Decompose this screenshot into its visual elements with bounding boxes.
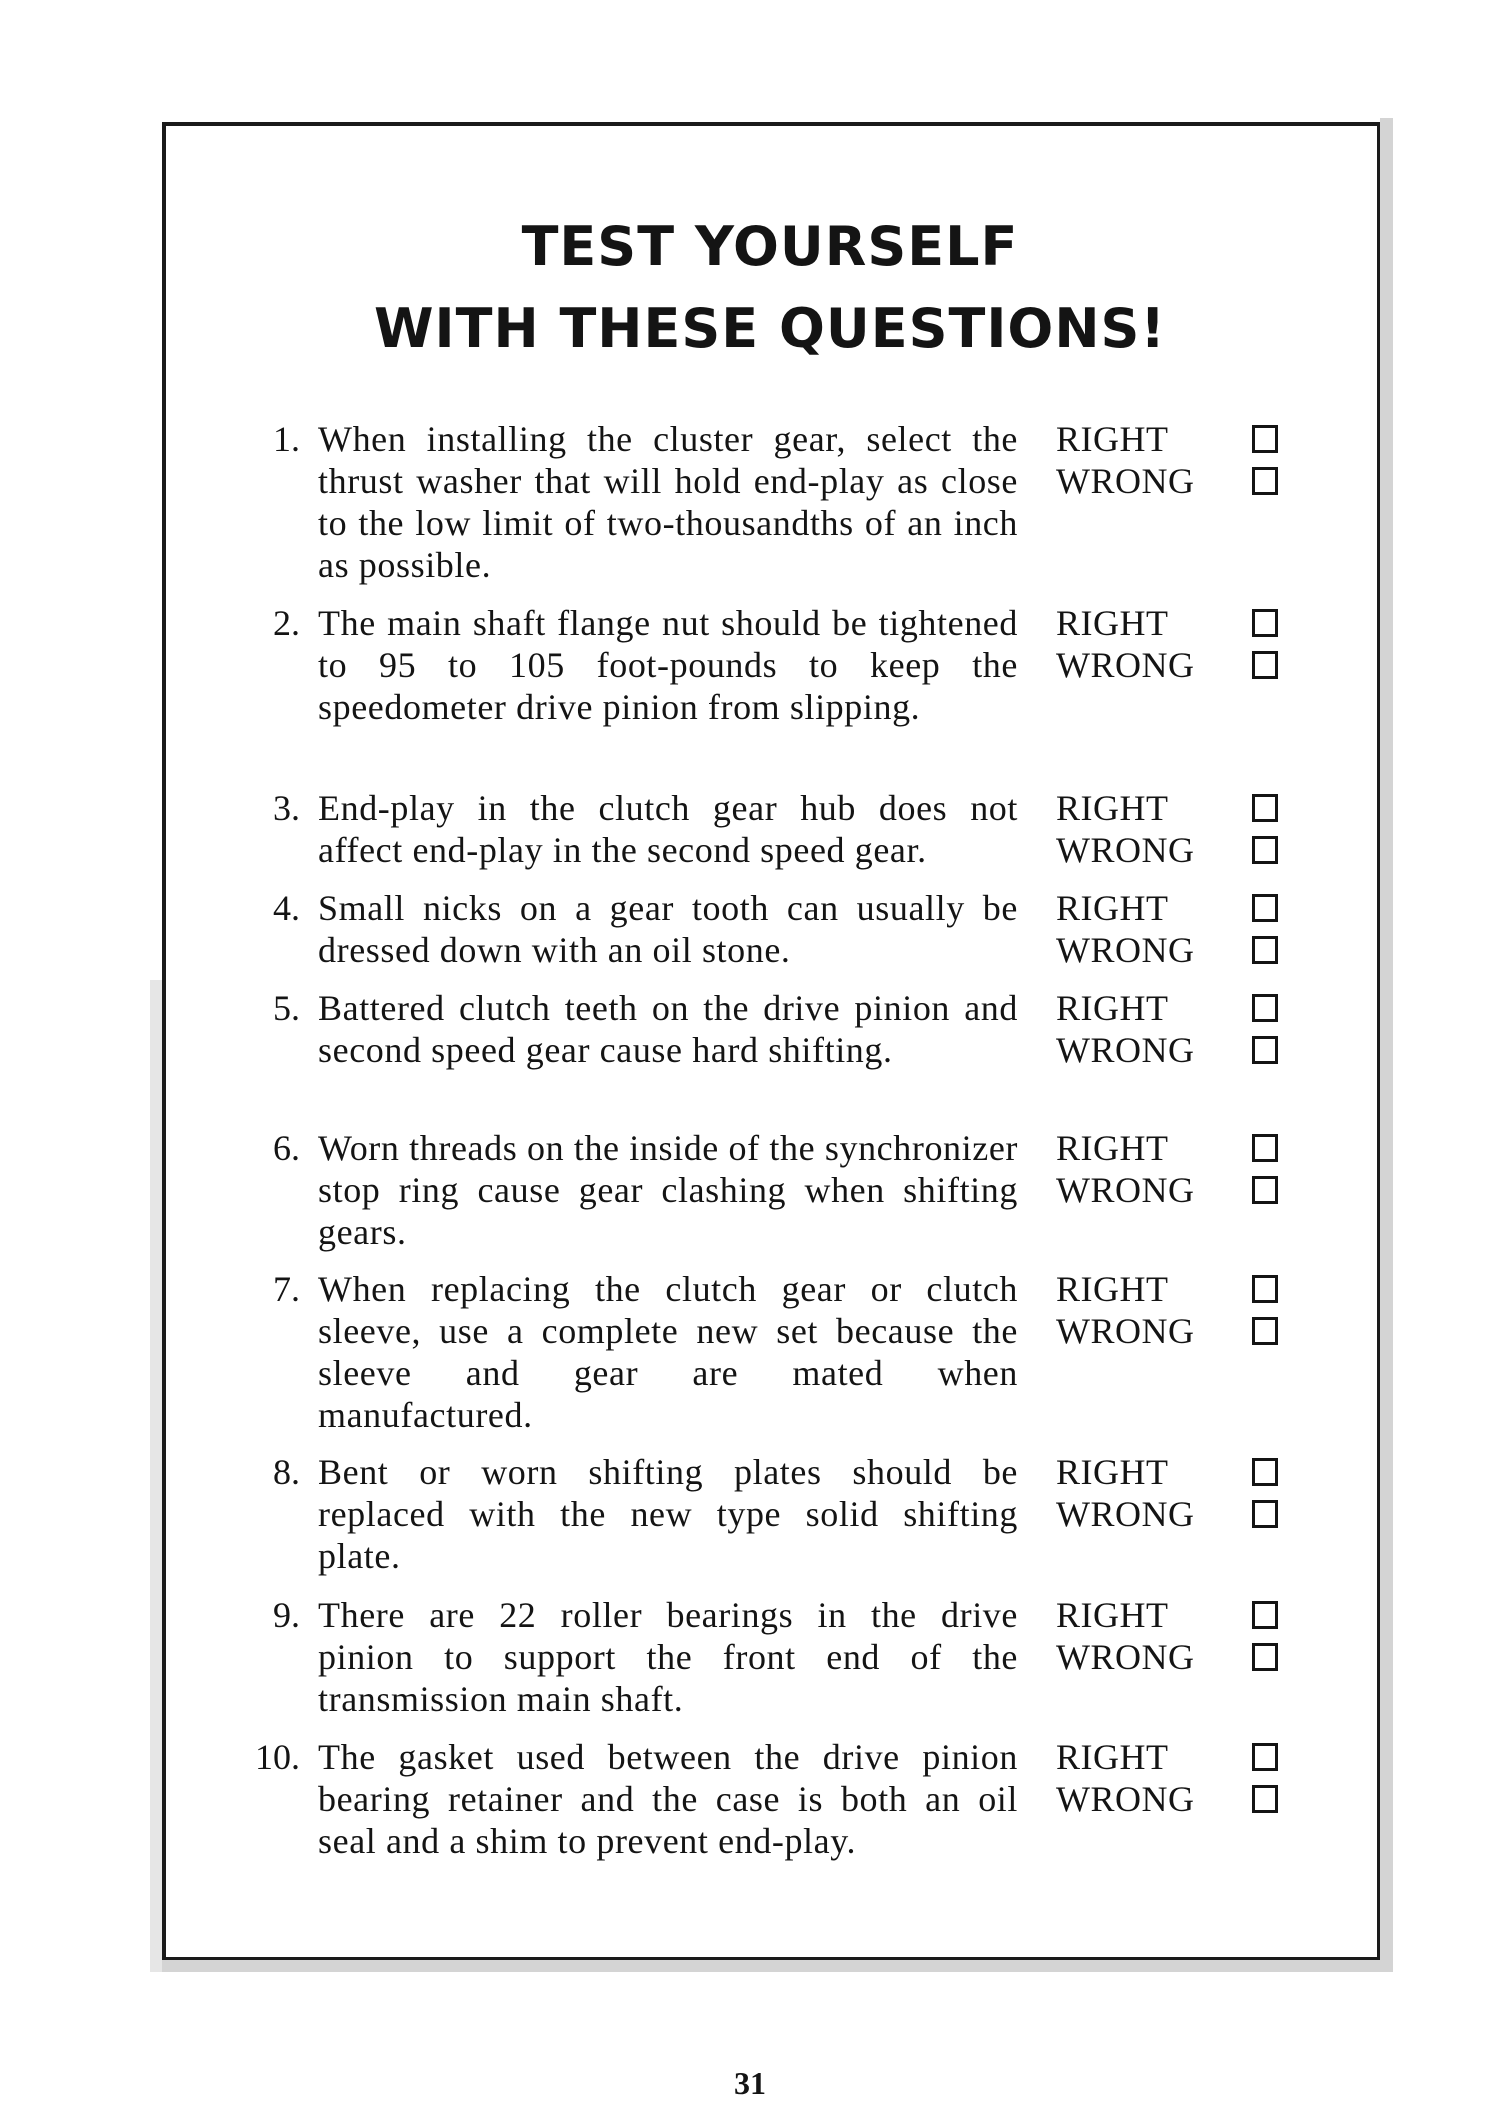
answer-options <box>1056 1736 1296 1820</box>
right-label: RIGHT <box>1056 1269 1169 1309</box>
frame-shadow-right <box>1380 118 1393 1972</box>
page-title-line-2: WITH THESE QUESTIONS! <box>373 297 1167 360</box>
question-number: 9. <box>273 1595 300 1635</box>
wrong-label: WRONG <box>1056 1779 1195 1819</box>
wrong-label: WRONG <box>1056 461 1195 501</box>
question-number: 3. <box>273 788 300 828</box>
question-text: End-play in the clutch gear hub does not affect end-play in the second speed gear. <box>318 788 1018 870</box>
answer-options <box>1056 602 1296 686</box>
wrong-label: WRONG <box>1056 645 1195 685</box>
answer-options <box>1056 1268 1296 1352</box>
answer-row-wrong <box>1056 829 1296 871</box>
right-label: RIGHT <box>1056 988 1169 1028</box>
page-title-line-1: TEST YOURSELF <box>521 215 1019 278</box>
answer-options <box>1056 1594 1296 1678</box>
right-checkbox[interactable] <box>1252 1458 1278 1486</box>
wrong-checkbox[interactable] <box>1252 467 1278 495</box>
answer-row-right <box>1056 1268 1296 1310</box>
wrong-checkbox[interactable] <box>1252 1643 1278 1671</box>
wrong-checkbox[interactable] <box>1252 1317 1278 1345</box>
wrong-label: WRONG <box>1056 830 1195 870</box>
wrong-label: WRONG <box>1056 1494 1195 1534</box>
answer-row-wrong <box>1056 1778 1296 1820</box>
question-text: There are 22 roller bearings in the drive pinion to support the front end of the transmission main shaft. <box>318 1595 1018 1719</box>
answer-row-wrong <box>1056 644 1296 686</box>
question-number: 5. <box>273 988 300 1028</box>
wrong-label: WRONG <box>1056 1170 1195 1210</box>
frame-shadow-left <box>150 980 162 1972</box>
page-number: 31 <box>734 2065 766 2101</box>
question-text: The gasket used between the drive pinion bearing retainer and the case is both an oil seal and a shim to prevent end-play. <box>318 1737 1018 1861</box>
answer-row-right <box>1056 602 1296 644</box>
answer-row-right <box>1056 1736 1296 1778</box>
question-number: 6. <box>273 1128 300 1168</box>
answer-options <box>1056 987 1296 1071</box>
answer-options <box>1056 1451 1296 1535</box>
answer-row-wrong <box>1056 460 1296 502</box>
question-text: When installing the cluster gear, select the thrust washer that will hold end-play as close to the low limit of two-thousandths of an inch as possible. <box>318 419 1018 585</box>
wrong-label: WRONG <box>1056 1311 1195 1351</box>
answer-row-wrong <box>1056 929 1296 971</box>
right-label: RIGHT <box>1056 603 1169 643</box>
answer-row-wrong <box>1056 1310 1296 1352</box>
right-label: RIGHT <box>1056 1128 1169 1168</box>
question-text: Battered clutch teeth on the drive pinion and second speed gear cause hard shifting. <box>318 988 1018 1070</box>
wrong-checkbox[interactable] <box>1252 1785 1278 1813</box>
right-checkbox[interactable] <box>1252 1275 1278 1303</box>
question-text: Small nicks on a gear tooth can usually be dressed down with an oil stone. <box>318 888 1018 970</box>
answer-row-right <box>1056 787 1296 829</box>
answer-row-right <box>1056 418 1296 460</box>
answer-row-wrong <box>1056 1636 1296 1678</box>
frame-shadow-bottom <box>150 1960 1393 1972</box>
question-number: 10. <box>255 1737 300 1777</box>
answer-row-right <box>1056 1594 1296 1636</box>
question-number: 8. <box>273 1452 300 1492</box>
wrong-checkbox[interactable] <box>1252 651 1278 679</box>
right-checkbox[interactable] <box>1252 894 1278 922</box>
question-number: 2. <box>273 603 300 643</box>
wrong-label: WRONG <box>1056 1030 1195 1070</box>
answer-row-wrong <box>1056 1493 1296 1535</box>
question-number: 7. <box>273 1269 300 1309</box>
wrong-checkbox[interactable] <box>1252 936 1278 964</box>
question-number: 4. <box>273 888 300 928</box>
wrong-label: WRONG <box>1056 930 1195 970</box>
right-checkbox[interactable] <box>1252 794 1278 822</box>
question-text: Worn threads on the inside of the synchronizer stop ring cause gear clashing when shifting gears. <box>318 1128 1018 1252</box>
answer-row-right <box>1056 1127 1296 1169</box>
question-text: When replacing the clutch gear or clutch sleeve, use a complete new set because the sleeve and gear are mated when manufactured. <box>318 1269 1018 1435</box>
answer-options <box>1056 1127 1296 1211</box>
right-label: RIGHT <box>1056 788 1169 828</box>
wrong-checkbox[interactable] <box>1252 1176 1278 1204</box>
answer-options <box>1056 418 1296 502</box>
wrong-checkbox[interactable] <box>1252 1500 1278 1528</box>
right-label: RIGHT <box>1056 1452 1169 1492</box>
answer-row-right <box>1056 987 1296 1029</box>
question-number: 1. <box>273 419 300 459</box>
wrong-checkbox[interactable] <box>1252 1036 1278 1064</box>
right-label: RIGHT <box>1056 419 1169 459</box>
wrong-label: WRONG <box>1056 1637 1195 1677</box>
right-checkbox[interactable] <box>1252 1134 1278 1162</box>
answer-row-wrong <box>1056 1029 1296 1071</box>
right-checkbox[interactable] <box>1252 425 1278 453</box>
right-checkbox[interactable] <box>1252 1601 1278 1629</box>
right-checkbox[interactable] <box>1252 1743 1278 1771</box>
answer-options <box>1056 887 1296 971</box>
question-text: The main shaft flange nut should be tightened to 95 to 105 foot-pounds to keep the speedometer drive pinion from slipping. <box>318 603 1018 727</box>
right-label: RIGHT <box>1056 888 1169 928</box>
right-checkbox[interactable] <box>1252 609 1278 637</box>
answer-row-right <box>1056 887 1296 929</box>
answer-options <box>1056 787 1296 871</box>
answer-row-right <box>1056 1451 1296 1493</box>
answer-row-wrong <box>1056 1169 1296 1211</box>
right-checkbox[interactable] <box>1252 994 1278 1022</box>
question-text: Bent or worn shifting plates should be replaced with the new type solid shifting plate. <box>318 1452 1018 1576</box>
right-label: RIGHT <box>1056 1737 1169 1777</box>
right-label: RIGHT <box>1056 1595 1169 1635</box>
wrong-checkbox[interactable] <box>1252 836 1278 864</box>
